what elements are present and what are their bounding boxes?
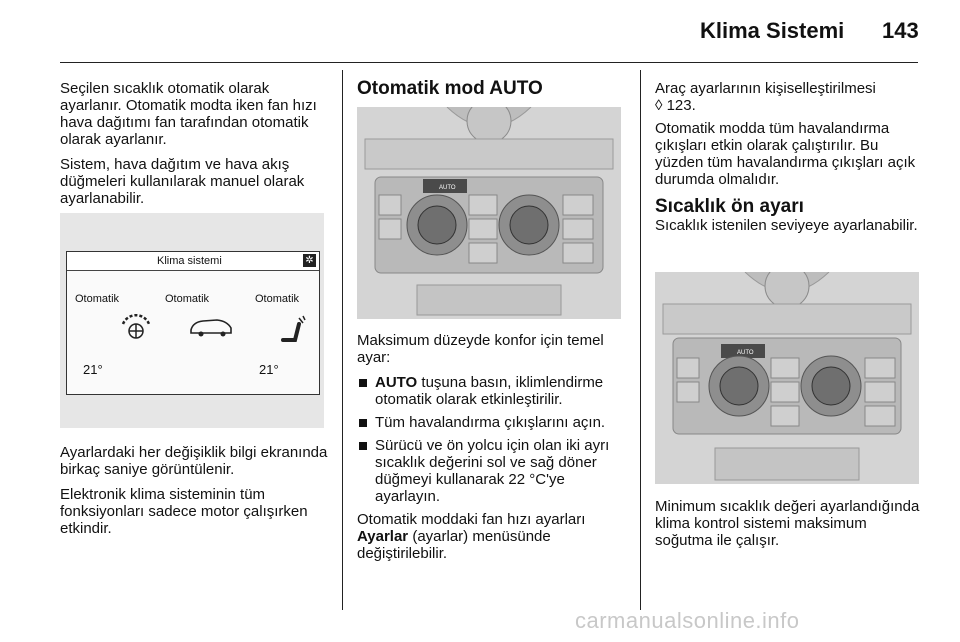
section-heading: Otomatik mod AUTO <box>357 78 543 99</box>
paragraph: Sıcaklık istenilen seviyeye ayarlanabilir. <box>655 217 918 234</box>
list-item: Tüm havalandırma çıkışlarını açın. <box>357 414 627 431</box>
info-display-figure <box>60 213 324 428</box>
page-number: 143 <box>882 18 919 43</box>
screen-title-bar <box>67 252 319 271</box>
page-header-title: Klima Sistemi <box>700 18 845 43</box>
column-3 <box>655 80 923 242</box>
column-1 <box>60 80 330 215</box>
car-air-distribution-icon <box>187 314 235 340</box>
paragraph: Sistem, hava dağıtım ve hava akış düğmeleri kullanılarak manuel olarak ayarlanabilir. <box>60 156 305 207</box>
bullet-list <box>357 374 627 505</box>
watermark: carmanualsonline.info <box>575 608 800 633</box>
column-3-lower <box>655 498 923 557</box>
settings-icon: ✲ <box>303 254 316 267</box>
section-heading: Sıcaklık ön ayarı <box>655 196 804 217</box>
mode-label-center: Otomatik <box>165 293 210 305</box>
column-2-heading-block <box>357 80 627 109</box>
fan-icon <box>119 314 153 344</box>
paragraph: Otomatik moddaki fan hızı ayarları Ayarlar (ayarlar) menüsünde değiştirilebilir. <box>357 511 586 562</box>
column-divider-left <box>342 70 343 610</box>
climate-panel-photo <box>357 107 621 319</box>
screen-title: Klima sistemi <box>157 255 222 267</box>
list-item: Sürücü ve ön yolcu için olan iki ayrı sıcaklık değerini sol ve sağ döner düğmeyi kullanarak 22 °C'ye ayarlayın. <box>357 437 627 505</box>
paragraph: Minimum sıcaklık değeri ayarlandığında klima kontrol sistemi maksimum soğutma ile çalışır. <box>655 498 920 549</box>
paragraph: Ayarlardaki her değişiklik bilgi ekranında birkaç saniye görüntülenir. <box>60 444 328 478</box>
climate-info-screen <box>66 251 320 395</box>
paragraph: Araç ayarlarının kişiselleştirilmesi ◊ 123. <box>655 80 876 114</box>
temperature-right: 21° <box>259 362 279 377</box>
paragraph: Maksimum düzeyde konfor için temel ayar: <box>357 332 604 366</box>
climate-panel-photo-2 <box>655 272 919 484</box>
paragraph: Elektronik klima sisteminin tüm fonksiyonları sadece motor çalışırken etkindir. <box>60 486 308 537</box>
seat-airflow-icon <box>277 314 307 344</box>
paragraph: Otomatik modda tüm havalandırma çıkışları etkin olarak çalıştırılır. Bu yüzden tüm havalandırma çıkışları açık durumda olmalıdır. <box>655 120 916 188</box>
paragraph: Seçilen sıcaklık otomatik olarak ayarlanır. Otomatik modta iken fan hızı hava dağıtımı fan tarafından otomatik olarak ayarlanır. <box>60 80 317 148</box>
column-2 <box>357 332 627 570</box>
column-1-lower <box>60 444 330 545</box>
list-item: AUTO tuşuna basın, iklimlendirme otomatik olarak etkinleştirilir. <box>357 374 627 408</box>
column-divider-right <box>640 70 641 610</box>
temperature-left: 21° <box>83 362 103 377</box>
mode-label-left: Otomatik <box>75 293 120 305</box>
header-rule <box>60 62 918 63</box>
auto-button-label: AUTO <box>737 350 754 356</box>
auto-button-label: AUTO <box>439 185 456 191</box>
mode-label-right: Otomatik <box>255 293 300 305</box>
